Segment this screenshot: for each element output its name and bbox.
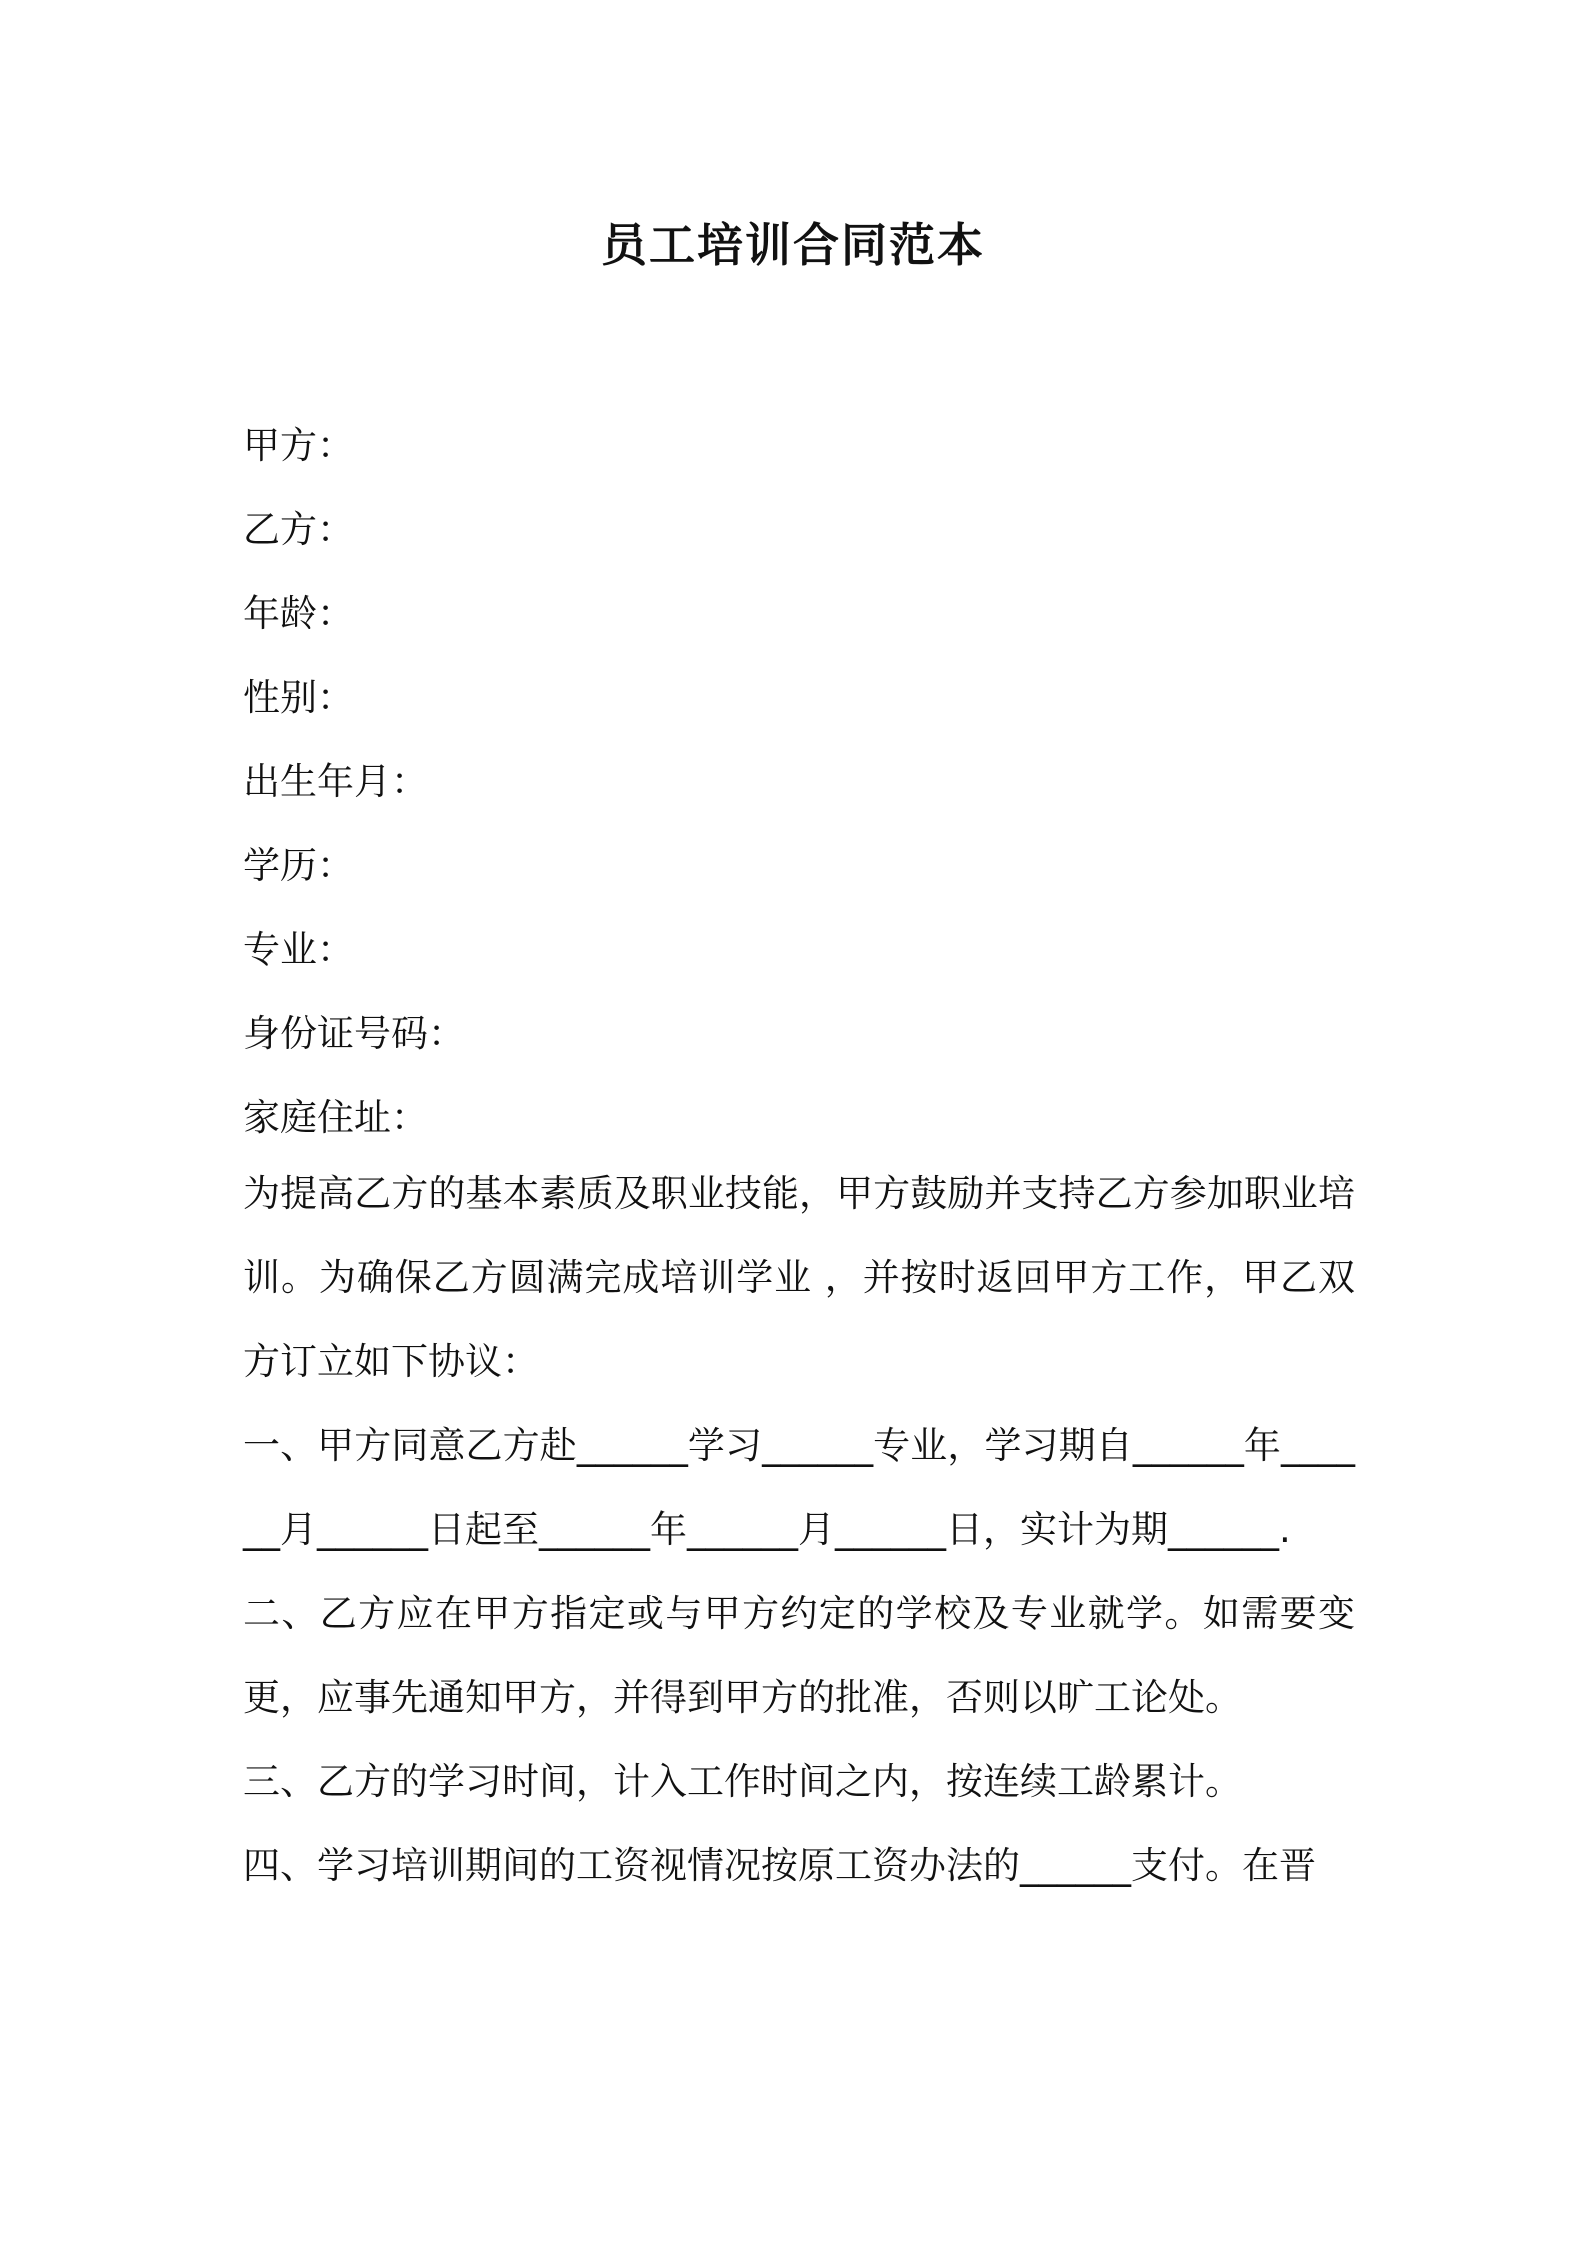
party-info-fields (243, 404, 1363, 1160)
clause-1: 一、甲方同意乙方赴______学习______专业，学习期自______年______月______日起至______年______月______日，实计为期______. (243, 1424, 1355, 1551)
field-birth-date: 出生年月： (243, 760, 428, 803)
field-age: 年龄： (243, 592, 354, 635)
clause-2: 二、乙方应在甲方指定或与甲方约定的学校及专业就学。如需要变更，应事先通知甲方，并得到甲方的批准，否则以旷工论处。 (243, 1592, 1355, 1719)
field-home-address: 家庭住址： (243, 1096, 428, 1139)
document-title: 员工培训合同范本 (601, 218, 985, 272)
clause-3: 三、乙方的学习时间，计入工作时间之内，按连续工龄累计。 (243, 1760, 1242, 1803)
field-party-b: 乙方： (243, 508, 354, 551)
intro-paragraph: 为提高乙方的基本素质及职业技能，甲方鼓励并支持乙方参加职业培训。为确保乙方圆满完成培训学业 ，并按时返回甲方工作，甲乙双方订立如下协议： (243, 1172, 1355, 1383)
contract-body (243, 1152, 1355, 1908)
field-education: 学历： (243, 844, 354, 887)
field-major: 专业： (243, 928, 354, 971)
field-gender: 性别： (243, 676, 354, 719)
field-id-number: 身份证号码： (243, 1012, 465, 1055)
field-party-a: 甲方： (243, 424, 354, 467)
clause-4: 四、学习培训期间的工资视情况按原工资办法的______支付。在晋 (243, 1844, 1316, 1887)
